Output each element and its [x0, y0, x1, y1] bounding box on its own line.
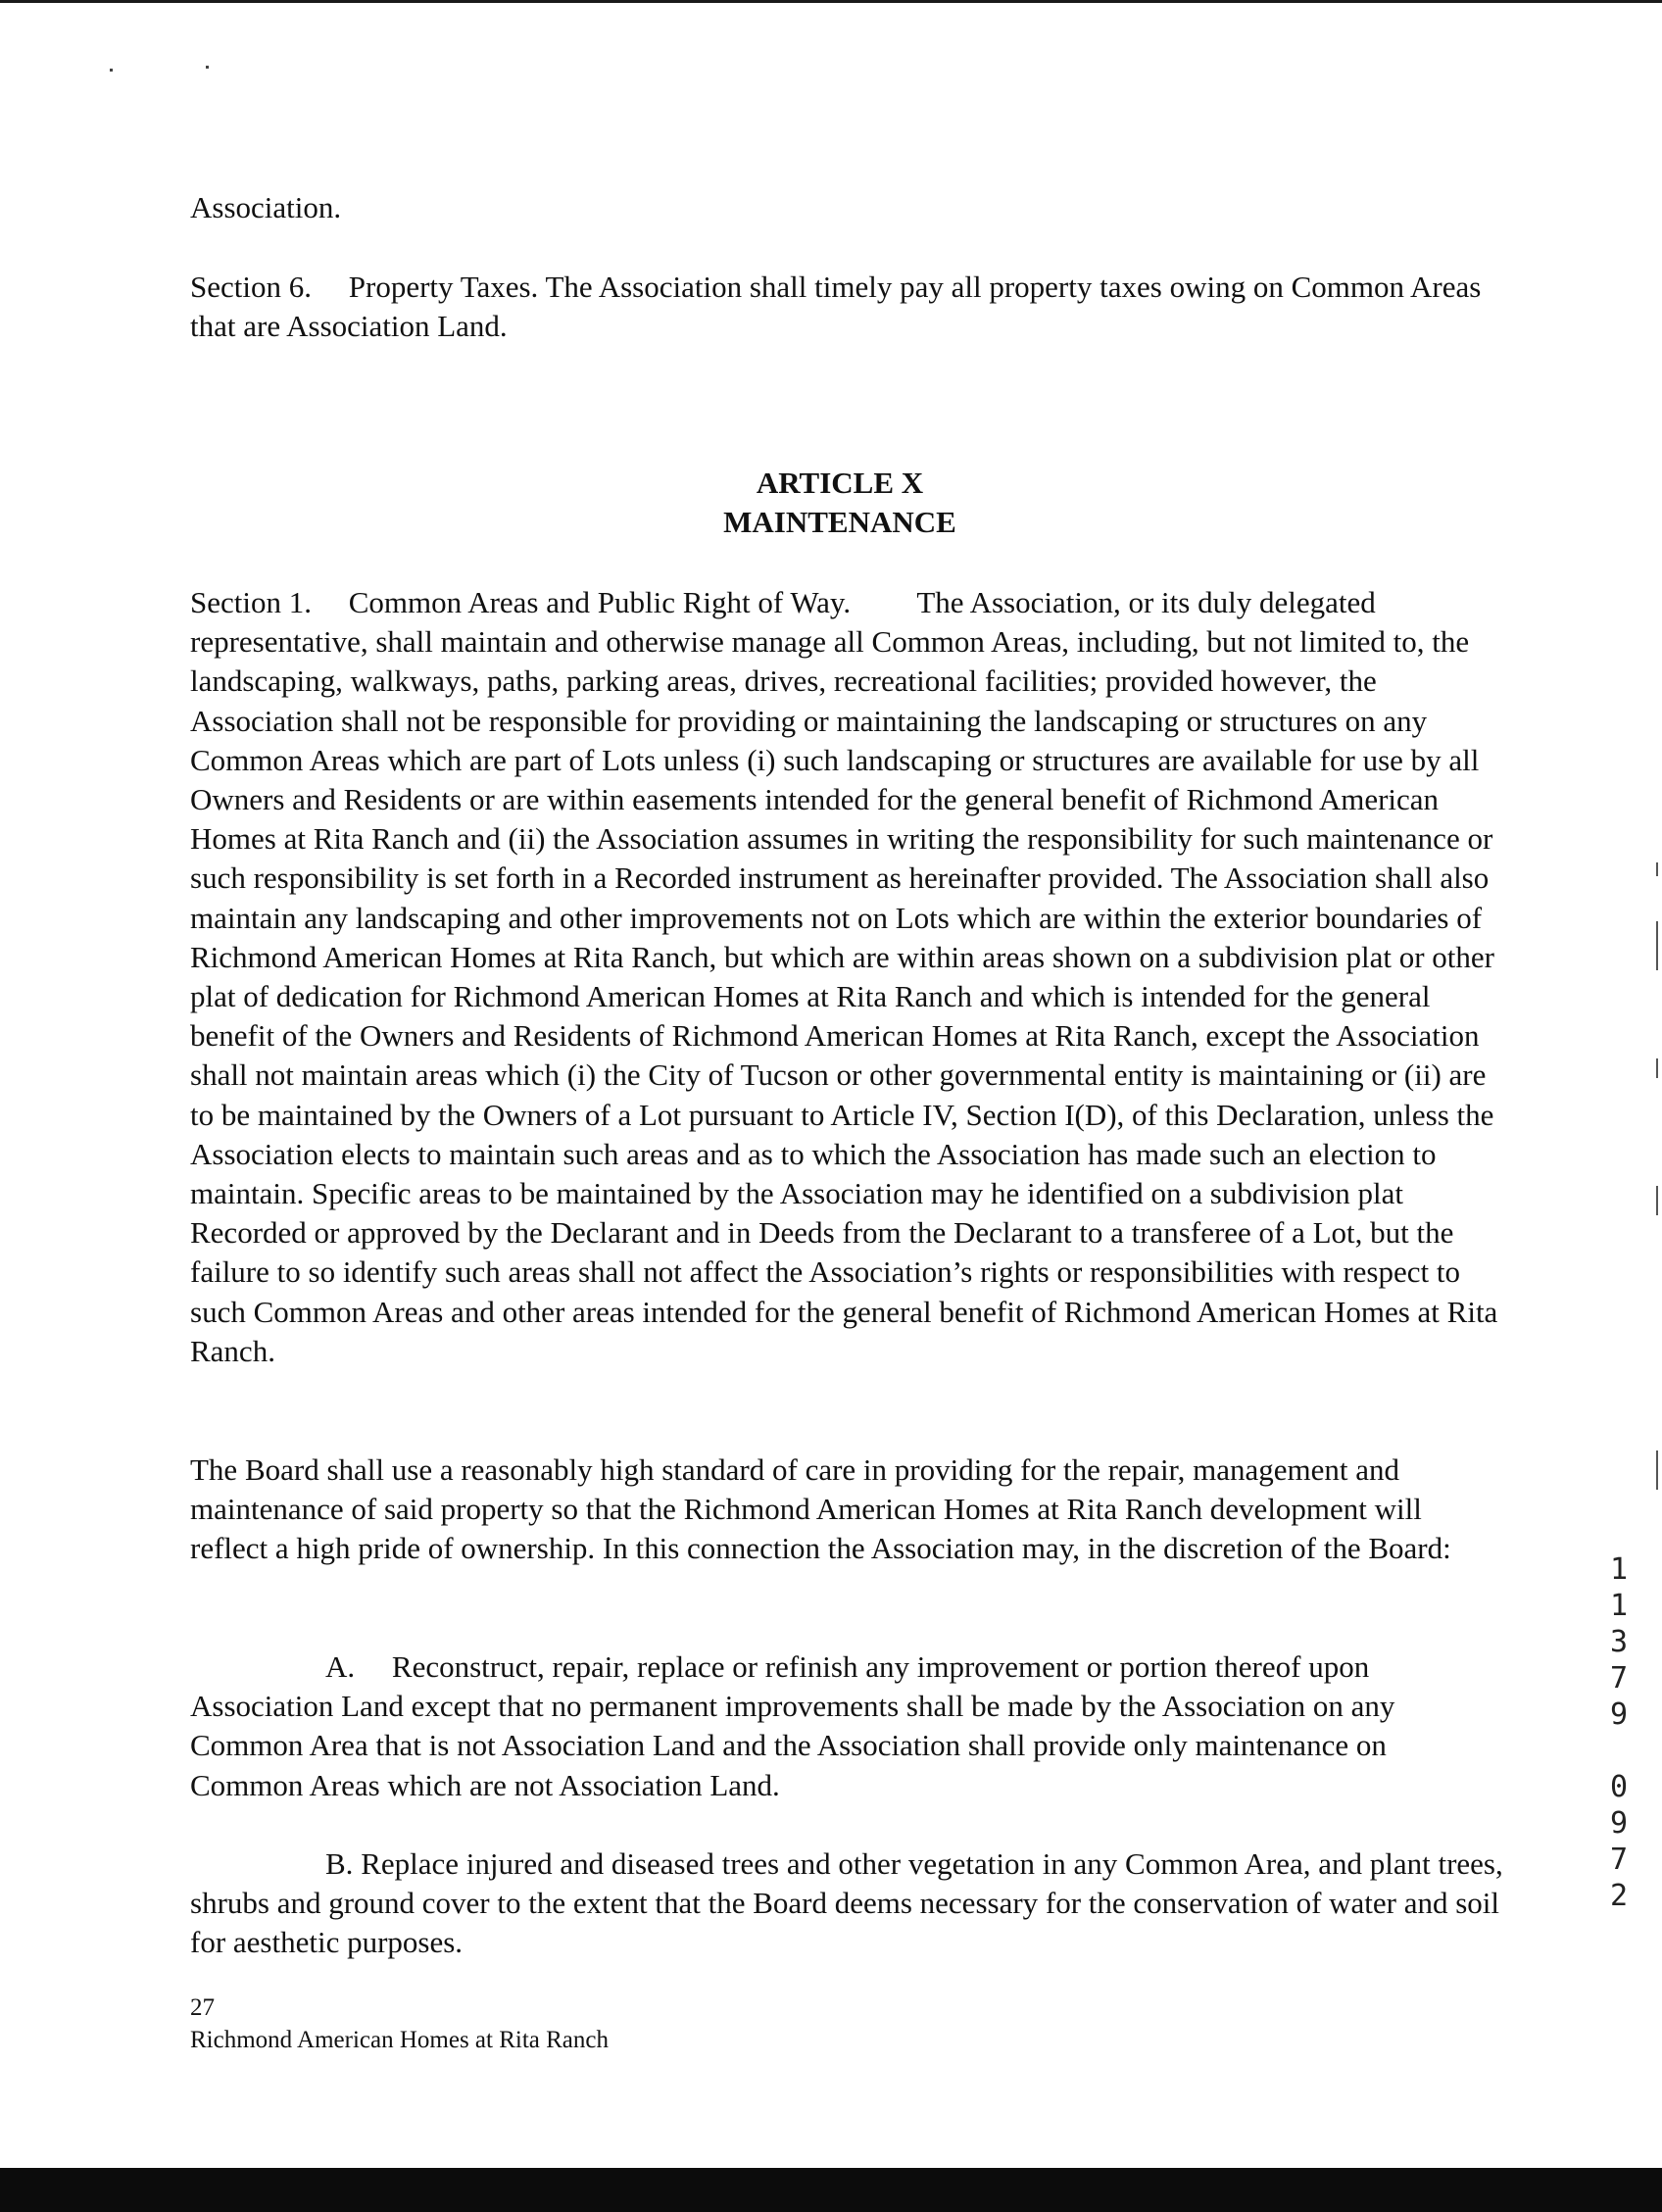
- scan-edge-mark: [1656, 1058, 1658, 1078]
- article-title-heading: MAINTENANCE: [723, 505, 956, 539]
- scan-edge-mark: [1656, 1450, 1658, 1490]
- item-b-text: Replace injured and diseased trees and other vegetation in any Common Area, and plant trees, shrubs and ground cover to the extent that the Board deems necessary for the conservation of water and soil for aesthetic purposes.: [190, 1846, 1503, 1960]
- list-item-b: [190, 1844, 1503, 1963]
- section-1-label: Section 1.: [190, 585, 312, 619]
- list-item-a: [190, 1647, 1503, 1805]
- paragraph-association-continuation: [190, 188, 1503, 227]
- footer-title: Richmond American Homes at Rita Ranch: [190, 2027, 609, 2053]
- item-a-text: Reconstruct, repair, replace or refinish any improvement or portion thereof upon Association Land except that no permanent improvements shall be made by the Association on any Common Area that is not Association Land and the Association shall provide only maintenance on Common Areas which are not Association Land.: [190, 1649, 1395, 1802]
- item-a-label: A.: [325, 1649, 356, 1684]
- item-b-label: B.: [325, 1846, 354, 1881]
- recording-number-stamp: 1 1 3 7 9 0 9 7 2: [1609, 1552, 1629, 1913]
- footer-page-number: 27: [190, 1994, 215, 2021]
- scan-edge-mark: [1656, 1186, 1658, 1215]
- board-text: The Board shall use a reasonably high standard of care in providing for the repair, management and maintenance of said property so that the Richmond American Homes at Rita Ranch development will reflect a high pride of ownership. In this connection the Association may, in the discretion of the Board:: [190, 1452, 1451, 1566]
- section-6-label: Section 6.: [190, 270, 312, 304]
- paragraph-section-1: [190, 583, 1503, 1371]
- scan-edge-mark: [1656, 862, 1658, 876]
- section-6-text: Property Taxes. The Association shall timely pay all property taxes owing on Common Areas that are Association Land.: [190, 270, 1482, 344]
- scan-bottom-edge: [0, 2168, 1662, 2212]
- section-1-text: The Association, or its duly delegated representative, shall maintain and otherwise manage all Common Areas, including, but not limited to, the landscaping, walkways, paths, parking areas, drives, recreational facilities; provided however, the Association shall not be responsible for providing or maintaining the landscaping or structures on any Common Areas which are part of Lots unless (i) such landscaping or structures are available for use by all Owners and Residents or are within easements intended for the general benefit of Richmond American Homes at Rita Ranch and (ii) the Association assumes in writing the responsibility for such maintenance or such responsibility is set forth in a Recorded instrument as hereinafter provided. The Association shall also maintain any landscaping and other improvements not on Lots which are within the exterior boundaries of Richmond American Homes at Rita Ranch, but which are within areas shown on a subdivision plat or other plat of dedication for Richmond American Homes at Rita Ranch and which is intended for the general benefit of the Owners and Residents of Richmond American Homes at Rita Ranch, except the Association shall not maintain areas which (i) the City of Tucson or other governmental entity is maintaining or (ii) are to be maintained by the Owners of a Lot pursuant to Article IV, Section I(D), of this Declaration, unless the Association elects to maintain such areas and as to which the Association has made such an election to maintain. Specific areas to be maintained by the Association may he identified on a subdivision plat Recorded or approved by the Declarant and in Deeds from the Declarant to a transferee of a Lot, but the failure to so identify such areas shall not affect the Association’s rights or responsibilities with respect to such Common Areas and other areas intended for the general benefit of Richmond American Homes at Rita Ranch.: [190, 585, 1498, 1368]
- paragraph-board-standard: [190, 1450, 1503, 1569]
- paragraph-section-6: [190, 268, 1503, 346]
- article-number-heading: ARTICLE X: [756, 466, 924, 500]
- scan-edge-mark: [1656, 921, 1658, 970]
- scan-top-edge: [0, 0, 1662, 3]
- scan-speck: [206, 66, 209, 69]
- continuation-text: Association.: [190, 190, 342, 224]
- section-1-heading: Common Areas and Public Right of Way.: [348, 585, 852, 619]
- scan-speck: [110, 69, 113, 72]
